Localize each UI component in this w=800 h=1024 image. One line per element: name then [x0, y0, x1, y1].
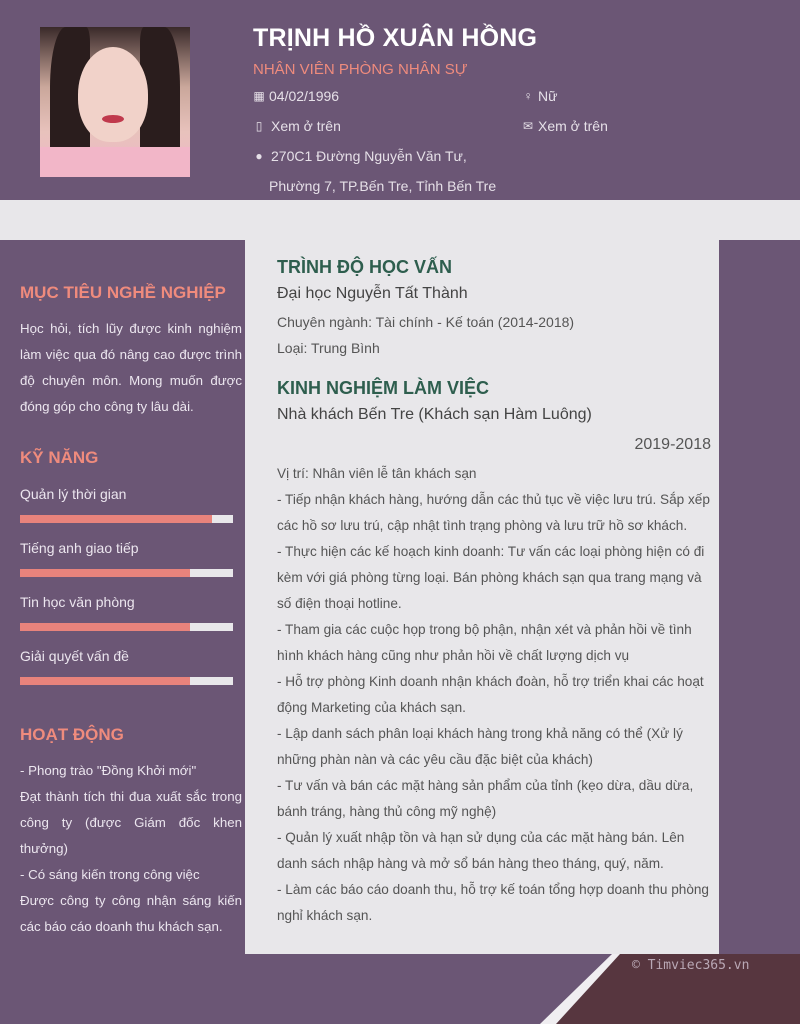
experience-title: KINH NGHIỆM LÀM VIỆC: [277, 378, 490, 398]
phone-row: [253, 118, 341, 134]
skill-bar: [20, 569, 233, 577]
birthday-value: 04/02/1996: [269, 88, 340, 104]
experience-line: - Hỗ trợ phòng Kinh doanh nhận khách đoàn, hỗ trợ triển khai các hoạt động Marketing của khách sạn.: [277, 674, 704, 715]
experience-line: - Thực hiện các kế hoạch kinh doanh: Tư vấn các loại phòng hiện có đi kèm với giá phòng từng loại. Bán phòng khách sạn qua trang mạng và số điện thoại hotline.: [277, 544, 705, 611]
map-pin-icon: ●: [255, 149, 263, 163]
watermark: © Timviec365.vn: [632, 958, 750, 973]
skill-label: Quản lý thời gian: [20, 486, 127, 502]
experience-line: Vị trí: Nhân viên lễ tân khách sạn: [277, 466, 477, 481]
experience-company: Nhà khách Bến Tre (Khách sạn Hàm Luông): [277, 406, 592, 423]
skill-bar: [20, 677, 233, 685]
gender-row: [522, 88, 557, 104]
experience-line: - Tham gia các cuộc họp trong bộ phận, nhận xét và phản hồi về tình hình khách hàng cũng như phản hồi về chất lượng dịch vụ: [277, 622, 692, 663]
education-grade: Loại: Trung Bình: [277, 340, 380, 356]
right-strip: [719, 240, 800, 954]
email-value: Xem ở trên: [538, 118, 608, 134]
activity-item: - Phong trào "Đồng Khởi mới": [20, 763, 197, 778]
experience-line: - Quản lý xuất nhập tồn và hạn sử dụng của các mặt hàng bán. Lên danh sách nhập hàng và mở sổ bán hàng theo tháng, quý, năm.: [277, 830, 685, 871]
skill-bar-fill: [20, 569, 190, 577]
phone-value: Xem ở trên: [271, 118, 341, 134]
skill-bar-fill: [20, 677, 190, 685]
activity-item: Đạt thành tích thi đua xuất sắc trong công ty (được Giám đốc khen thưởng): [20, 789, 242, 856]
skill-label: Tiếng anh giao tiếp: [20, 540, 139, 556]
address-line1: 270C1 Đường Nguyễn Văn Tư,: [271, 148, 467, 164]
education-school: Đại học Nguyễn Tất Thành: [277, 285, 468, 302]
skill-label: Giải quyết vấn đề: [20, 648, 129, 664]
skill-bar: [20, 623, 233, 631]
activities-title: HOẠT ĐỘNG: [20, 725, 124, 744]
cake-icon: ▦: [253, 89, 265, 103]
address-line2: Phường 7, TP.Bến Tre, Tỉnh Bến Tre: [269, 178, 497, 194]
address-row: [253, 148, 467, 164]
experience-line: - Lập danh sách phân loại khách hàng trong khả năng có thể (Xử lý những phàn nàn và các yêu cầu đặc biệt của khách): [277, 726, 683, 767]
objective-title: MỤC TIÊU NGHỀ NGHIỆP: [20, 283, 226, 302]
experience-line: - Làm các báo cáo doanh thu, hỗ trợ kế toán tổng hợp doanh thu phòng nghỉ khách sạn.: [277, 882, 709, 923]
activities-list: [20, 758, 242, 940]
skills-title: KỸ NĂNG: [20, 448, 99, 467]
profile-photo: [40, 27, 190, 177]
skill-bar: [20, 515, 233, 523]
objective-text: Học hỏi, tích lũy được kinh nghiệm làm việc qua đó nâng cao được trình độ chuyên môn. Mong muốn được đóng góp cho công ty lâu dài.: [20, 321, 242, 414]
header: [0, 0, 800, 200]
phone-icon: ▯: [255, 119, 263, 133]
activity-item: - Có sáng kiến trong công việc: [20, 867, 200, 882]
education-title: TRÌNH ĐỘ HỌC VẤN: [277, 257, 452, 277]
activity-item: Được công ty công nhận sáng kiến các báo cáo doanh thu khách sạn.: [20, 893, 242, 934]
address-row-2: [269, 178, 496, 194]
skill-label: Tin học văn phòng: [20, 594, 135, 610]
education-major: Chuyên ngành: Tài chính - Kế toán (2014-2018): [277, 314, 575, 330]
divider-band: [0, 200, 800, 240]
candidate-position: NHÂN VIÊN PHÒNG NHÂN SỰ: [253, 61, 468, 78]
experience-line: - Tư vấn và bán các mặt hàng sản phẩm của tỉnh (kẹo dừa, dầu dừa, bánh tráng, hàng thủ công mỹ nghệ): [277, 778, 694, 819]
experience-details: [277, 461, 713, 929]
experience-period: 2019-2018: [634, 436, 711, 453]
birthday-row: [253, 88, 339, 104]
skill-bar-fill: [20, 623, 190, 631]
skill-bar-fill: [20, 515, 212, 523]
candidate-name: TRỊNH HỒ XUÂN HỒNG: [253, 24, 538, 52]
female-icon: ♀: [523, 89, 533, 103]
email-row: [522, 118, 608, 134]
gender-value: Nữ: [538, 88, 558, 104]
envelope-icon: ✉: [522, 119, 534, 133]
experience-line: - Tiếp nhận khách hàng, hướng dẫn các thủ tục về việc lưu trú. Sắp xếp các hồ sơ lưu trú, cập nhật tình trạng phòng và lưu trữ hồ sơ khách.: [277, 492, 710, 533]
